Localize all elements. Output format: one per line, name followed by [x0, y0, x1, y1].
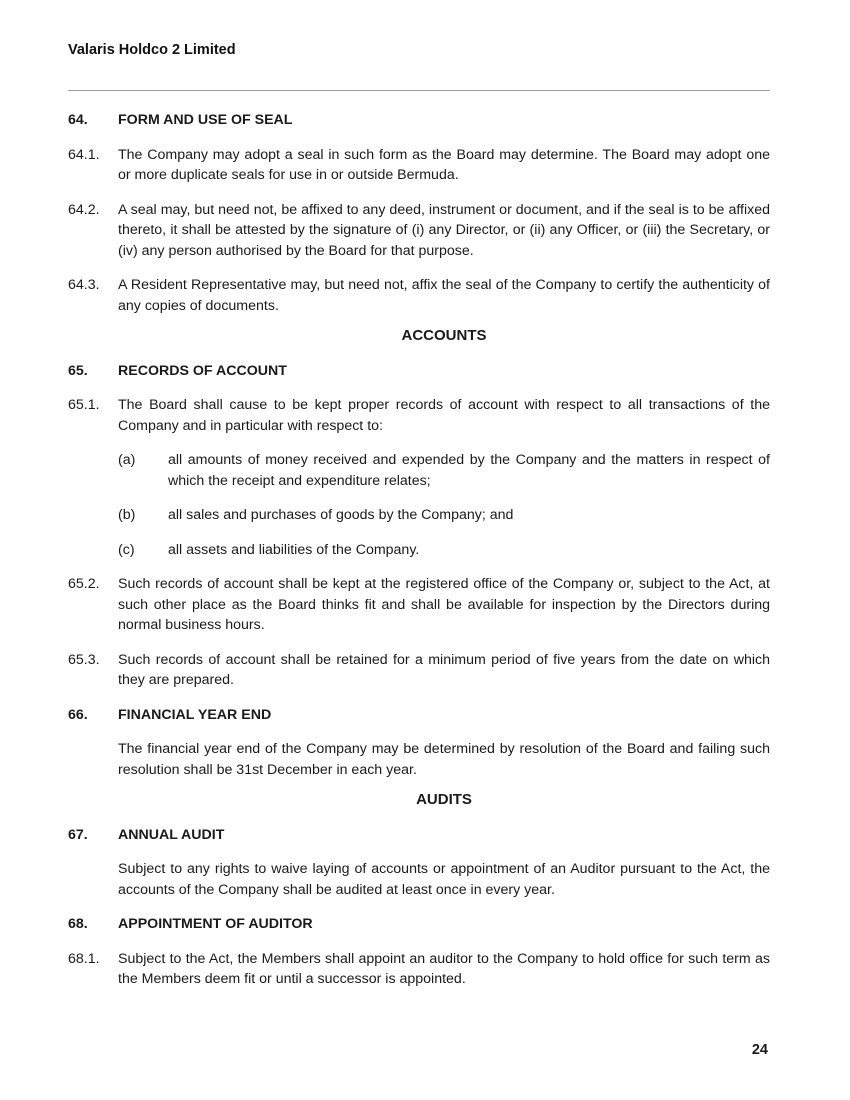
- clause-text: Such records of account shall be retained for a minimum period of five years from the date on which they are prepared.: [118, 651, 770, 688]
- clause-number: 68.1.: [68, 950, 100, 967]
- header-divider: [68, 90, 770, 91]
- clause-number: 64.3.: [68, 277, 100, 293]
- accounts-heading: ACCOUNTS: [401, 327, 487, 344]
- section-number: 65.: [68, 362, 88, 379]
- section-heading-68: [68, 914, 770, 935]
- clause-number: 65.1.: [68, 397, 100, 413]
- clause-text: Such records of account shall be kept at the registered office of the Company or, subject to the Act, at such other place as the Board thinks fit and shall be available for inspection by the Directors during normal business hours.: [118, 576, 770, 633]
- clause-64-1: [68, 145, 770, 186]
- subclause-text: all assets and liabilities of the Company.: [168, 541, 420, 558]
- clause-text: Subject to the Act, the Members shall appoint an auditor to the Company to hold office for such term as the Members deem fit or until a successor is appointed.: [118, 950, 770, 987]
- section-66-text: The financial year end of the Company may be determined by resolution of the Board and failing such resolution shall be 31st December in each year.: [118, 741, 770, 778]
- section-title: RECORDS OF ACCOUNT: [118, 362, 287, 379]
- section-heading-64: [68, 110, 770, 131]
- section-heading-66: [68, 705, 770, 726]
- clause-64-2: [68, 200, 770, 262]
- clause-number: 65.2.: [68, 576, 100, 592]
- subclause-text: all amounts of money received and expended by the Company and the matters in respect of which the receipt and expenditure relates;: [168, 452, 770, 489]
- clause-number: 64.2.: [68, 201, 100, 218]
- clause-number: 64.1.: [68, 146, 100, 163]
- clause-64-3: [68, 275, 770, 316]
- section-number: 64.: [68, 112, 88, 128]
- section-title: APPOINTMENT OF AUDITOR: [118, 916, 313, 932]
- section-heading-65: [68, 361, 770, 382]
- clause-text: A Resident Representative may, but need not, affix the seal of the Company to certify the authenticity of any copies of documents.: [118, 277, 770, 314]
- clause-number: 65.3.: [68, 651, 100, 668]
- clause-68-1: [68, 949, 770, 990]
- audits-heading: AUDITS: [416, 791, 472, 808]
- section-67-text: Subject to any rights to waive laying of accounts or appointment of an Auditor pursuant to the Act, the accounts of the Company shall be audited at least once in every year.: [118, 861, 770, 898]
- clause-text: The Company may adopt a seal in such form as the Board may determine. The Board may adopt one or more duplicate seals for use in or outside Bermuda.: [118, 146, 770, 183]
- clause-65-2: [68, 574, 770, 636]
- subclause-letter: (a): [118, 452, 136, 468]
- company-name-header: Valaris Holdco 2 Limited: [68, 42, 236, 58]
- subclause-text: all sales and purchases of goods by the Company; and: [168, 507, 514, 523]
- section-number: 66.: [68, 706, 88, 723]
- section-number: 67.: [68, 826, 88, 843]
- clause-text: The Board shall cause to be kept proper records of account with respect to all transactions of the Company and in particular with respect to:: [118, 397, 770, 434]
- clause-65-1: [68, 395, 770, 436]
- subclause-b: [118, 505, 770, 526]
- section-title: FINANCIAL YEAR END: [118, 706, 272, 723]
- clause-text: A seal may, but need not, be affixed to any deed, instrument or document, and if the seal is to be affixed thereto, it shall be attested by the signature of (i) any Director, or (ii) any Officer, or (iii) the Secretary, or (iv) any person authorised by the Board for that purpose.: [118, 201, 770, 259]
- section-number: 68.: [68, 916, 88, 932]
- document-body: [68, 110, 770, 1004]
- subclause-letter: (b): [118, 507, 136, 523]
- clause-65-3: [68, 650, 770, 691]
- subclause-a: [118, 450, 770, 491]
- subclause-c: [118, 540, 770, 561]
- section-heading-67: [68, 825, 770, 846]
- page-number: 24: [751, 1042, 768, 1058]
- section-title: ANNUAL AUDIT: [118, 826, 225, 843]
- subclause-letter: (c): [118, 541, 135, 558]
- section-title: FORM AND USE OF SEAL: [118, 112, 293, 128]
